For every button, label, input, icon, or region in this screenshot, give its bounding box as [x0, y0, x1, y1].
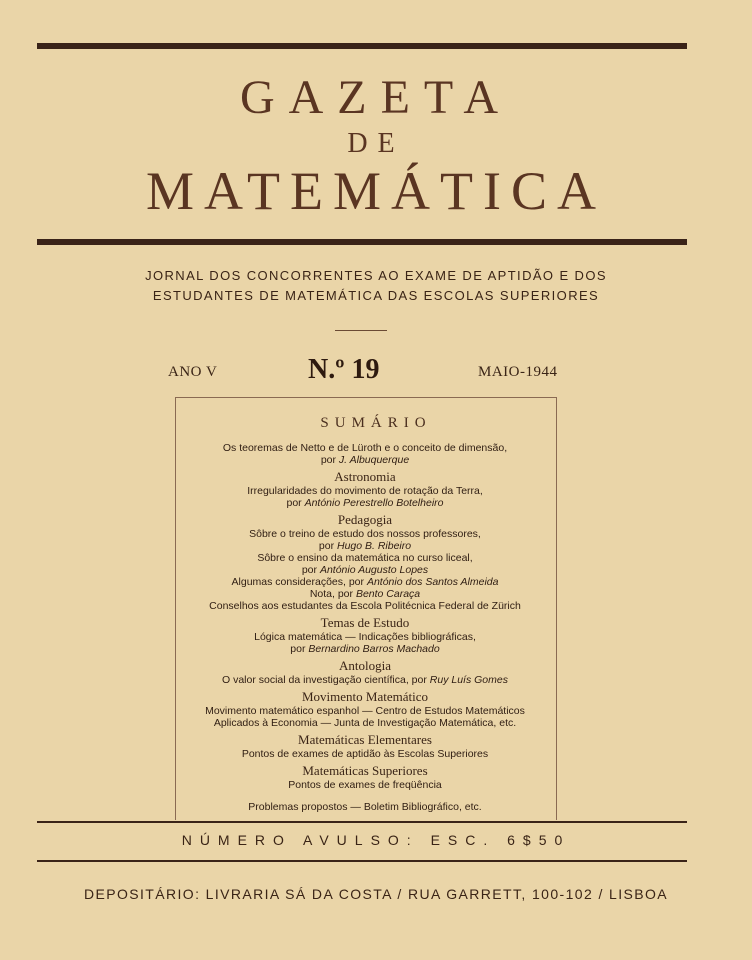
section-heading: Matemáticas Superiores: [302, 763, 428, 778]
summary-entry-author: por Bernardino Barros Machado: [290, 643, 440, 655]
ornament-rule: [335, 330, 387, 331]
summary-entry: Sôbre o ensino da matemática no curso liceal,: [257, 552, 473, 564]
section-heading: Movimento Matemático: [301, 689, 428, 704]
summary-entry: Lógica matemática — Indicações bibliográficas,: [254, 631, 476, 643]
top-rule: [37, 43, 687, 49]
summary-entry: Aplicados à Economia — Junta de Investigação Matemática, etc.: [213, 717, 517, 729]
title-bottom-rule: [37, 239, 687, 245]
price-bottom-rule: [37, 860, 687, 862]
summary-entry: Nota, por Bento Caraça: [309, 588, 421, 600]
issue-date: MAIO-1944: [478, 364, 558, 380]
subtitle-line-2: ESTUDANTES DE MATEMÁTICA DAS ESCOLAS SUPERIORES: [152, 288, 600, 303]
issue-year: ANO V: [168, 364, 218, 380]
section-heading: Temas de Estudo: [320, 615, 410, 630]
section-heading: Matemáticas Elementares: [298, 732, 432, 747]
price-top-rule: [37, 821, 687, 823]
summary-entry: Irregularidades do movimento de rotação da Terra,: [247, 485, 483, 497]
price-line: NÚMERO AVULSO: ESC. 6$50: [181, 832, 571, 848]
section-heading: Astronomia: [334, 469, 396, 484]
section-heading: Antologia: [339, 658, 391, 673]
issue-number: N.º 19: [308, 354, 380, 385]
summary-heading: SUMÁRIO: [320, 415, 432, 431]
summary-entries: [150, 442, 580, 813]
summary-entry: Algumas considerações, por António dos Santos Almeida: [231, 576, 499, 588]
summary-entry: Pontos de exames de freqüência: [288, 779, 442, 791]
section-heading: Pedagogia: [337, 512, 393, 527]
summary-entry: Sôbre o treino de estudo dos nossos professores,: [249, 528, 481, 540]
subtitle: [0, 266, 752, 306]
summary-entry: Movimento matemático espanhol — Centro de Estudos Matemáticos: [205, 705, 525, 717]
summary-entry-author: por António Augusto Lopes: [301, 564, 429, 576]
summary-entry: Pontos de exames de aptidão às Escolas Superiores: [241, 748, 489, 760]
summary-entry: Problemas propostos — Boletim Bibliográfico, etc.: [248, 801, 482, 813]
summary-entry-author: por J. Albuquerque: [320, 454, 410, 466]
depositary-line: DEPOSITÁRIO: LIVRARIA SÁ DA COSTA / RUA GARRETT, 100-102 / LISBOA: [83, 886, 668, 902]
subtitle-line-1: JORNAL DOS CONCORRENTES AO EXAME DE APTIDÃO E DOS: [145, 268, 607, 283]
summary-entry: Conselhos aos estudantes da Escola Politécnica Federal de Zürich: [209, 600, 521, 612]
summary-entry-author: por Hugo B. Ribeiro: [318, 540, 412, 552]
title-gazeta: GAZETA: [239, 71, 513, 124]
title-de: DE: [347, 128, 405, 159]
summary-entry: O valor social da investigação científica, por Ruy Luís Gomes: [222, 674, 508, 686]
summary-entry: Os teoremas de Netto e de Lüroth e o conceito de dimensão,: [222, 442, 508, 454]
title-matematica: MATEMÁTICA: [146, 161, 606, 221]
summary-entry-author: por António Perestrello Botelheiro: [286, 497, 444, 509]
